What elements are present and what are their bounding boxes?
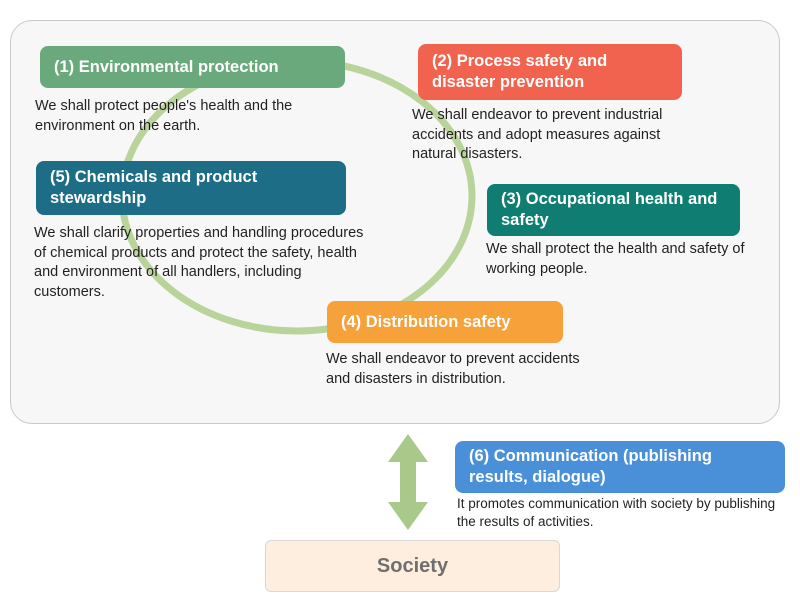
desc-environmental-protection: We shall protect people's health and the environment on the earth. xyxy=(35,98,293,134)
box-label-chemicals-stewardship: (5) Chemicals and product stewardship xyxy=(50,168,258,207)
desc-chemicals-stewardship: We shall clarify properties and handling procedures of chemical products and protect the safety, health and environment of all handlers, including customers. xyxy=(34,225,364,300)
box-process-safety[interactable] xyxy=(418,44,682,100)
desc-occupational-health: We shall protect the health and safety of working people. xyxy=(486,241,745,277)
box-label-distribution-safety: (4) Distribution safety xyxy=(341,312,511,331)
box-label-process-safety: (2) Process safety and disaster prevention xyxy=(432,52,608,91)
box-chemicals-stewardship[interactable] xyxy=(36,161,346,215)
society-box xyxy=(265,540,560,592)
box-label-communication: (6) Communication (publishing results, dialogue) xyxy=(469,447,712,486)
society-label: Society xyxy=(376,554,449,577)
desc-distribution-safety: We shall endeavor to prevent accidents and disasters in distribution. xyxy=(326,351,580,387)
desc-communication: It promotes communication with society by publishing the results of activities. xyxy=(457,496,776,529)
box-environmental-protection[interactable] xyxy=(40,46,345,88)
box-occupational-health[interactable] xyxy=(487,184,740,236)
box-communication[interactable] xyxy=(455,441,785,493)
box-distribution-safety[interactable] xyxy=(327,301,563,343)
box-label-occupational-health: (3) Occupational health and safety xyxy=(501,190,718,229)
box-label-environmental-protection: (1) Environmental protection xyxy=(54,57,279,76)
desc-process-safety: We shall endeavor to prevent industrial accidents and adopt measures against natural disasters. xyxy=(412,107,663,163)
bidirectional-arrow-icon xyxy=(385,432,431,532)
